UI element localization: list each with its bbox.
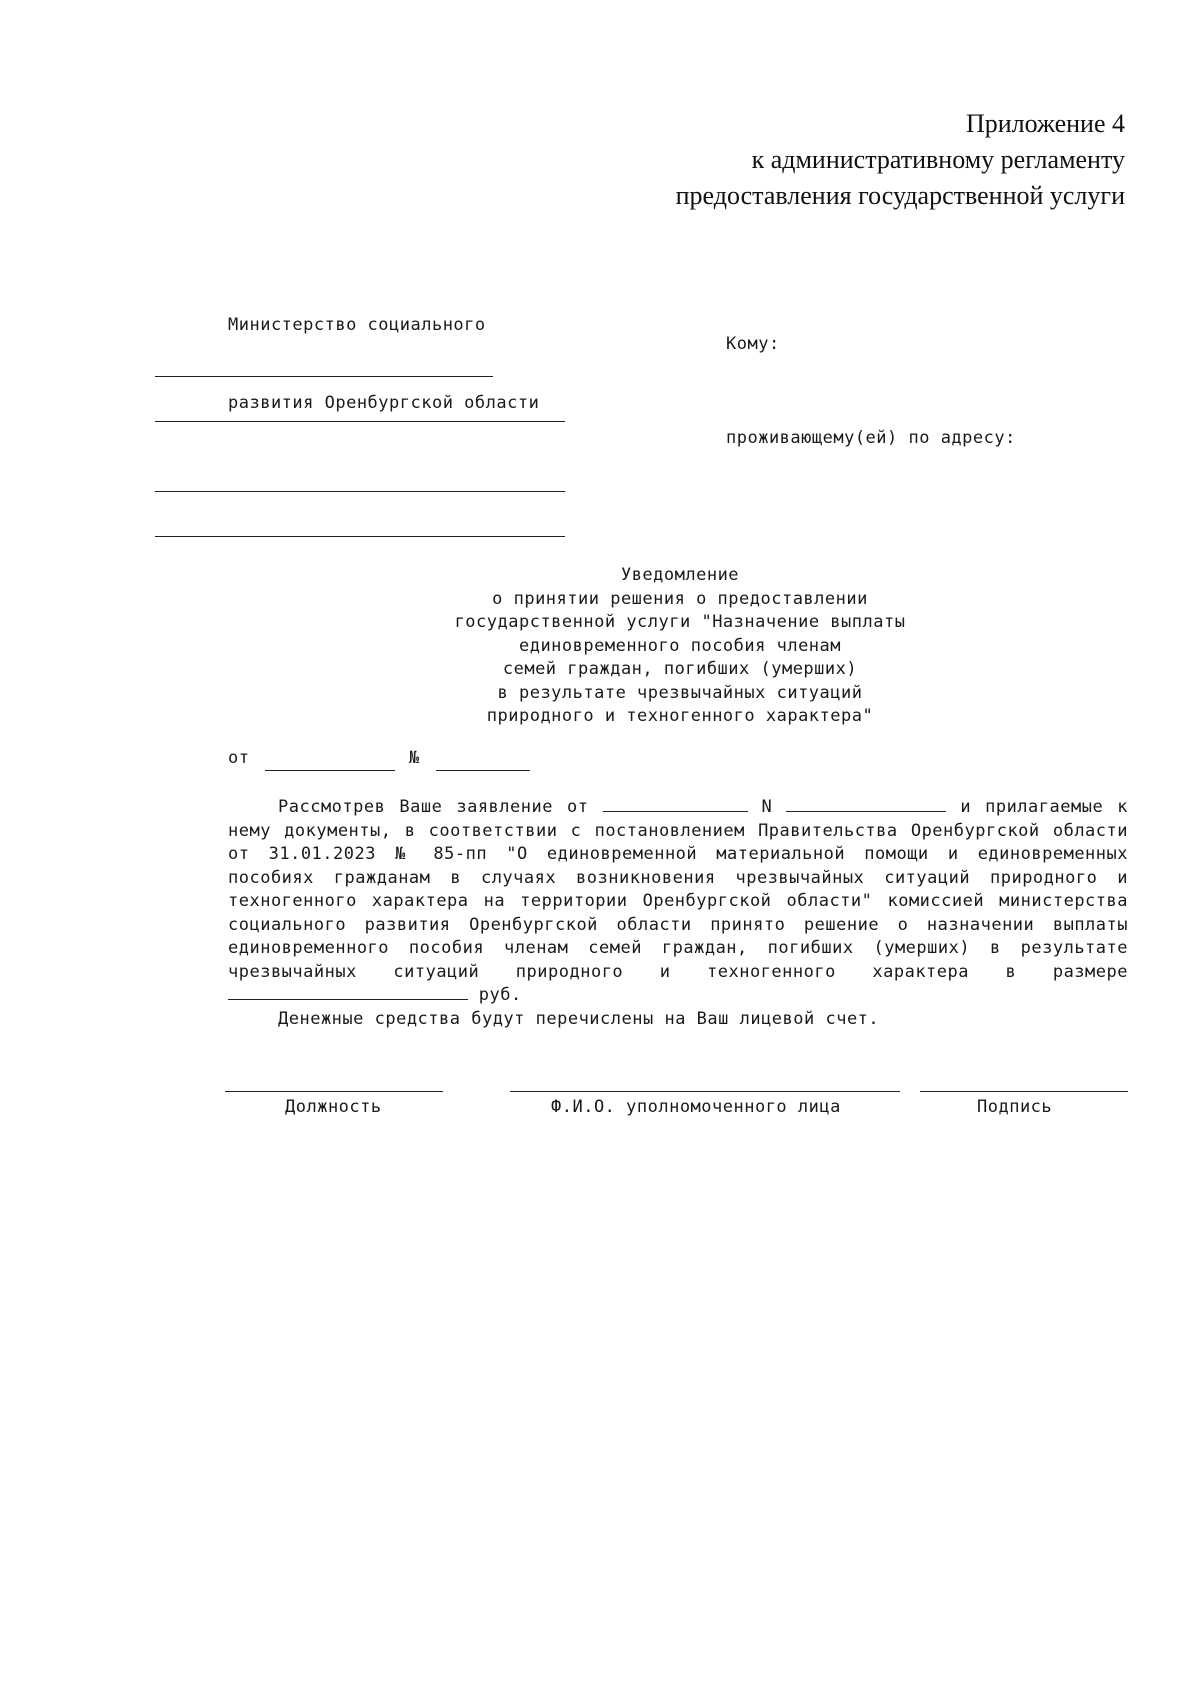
- body-p1-start: Рассмотрев Ваше заявление от: [278, 797, 589, 817]
- body-paragraph-1: [228, 796, 1128, 1008]
- number-label: №: [409, 748, 420, 768]
- notice-line-6: в результате чрезвычайных ситуаций: [497, 682, 863, 703]
- name-label: Ф.И.О. уполномоченного лица: [551, 1097, 841, 1117]
- notice-line-5: семей граждан, погибших (умерших): [502, 659, 858, 679]
- number-blank: [436, 770, 530, 771]
- amount-blank: [228, 985, 468, 1000]
- body-p1-text: и прилагаемые к нему документы, в соответствии с постановлением Правительства Оренбургской области от 31.01.2023 № 85-пп "О единовременной материальной помощи и единовременных пособиях гражданам в случаях возникновения чрезвычайных ситуаций природного и техногенного характера на территории Оренбургской области" комиссией министерства социального развития Оренбургской области принято решение о назначении выплаты единовременного пособия членам семей граждан, погибших (умерших) в результате чрезвычайных ситуаций природного и техногенного характера в размере: [228, 797, 1128, 982]
- sender-line-1: Министерство социального: [228, 315, 486, 335]
- blank-line-1: [155, 376, 493, 377]
- date-from-label: от: [228, 748, 250, 768]
- appendix-subtitle: к административному регламенту: [751, 145, 1125, 174]
- appendix-subtitle-2: предоставления государственной услуги: [675, 181, 1125, 210]
- position-line: [225, 1091, 443, 1092]
- appendix-title: Приложение 4: [965, 109, 1125, 138]
- notice-line-4: единовременного пособия членам: [518, 635, 842, 656]
- appendix-header: [676, 106, 1125, 214]
- body-text: [228, 796, 1128, 1031]
- date-blank: [265, 770, 395, 771]
- signature-line: [920, 1091, 1128, 1092]
- notice-line-2: о принятии решения о предоставлении: [492, 588, 868, 609]
- body-paragraph-2: Денежные средства будут перечислены на Ваш лицевой счет.: [278, 1008, 880, 1029]
- notice-title: [380, 564, 980, 729]
- application-date-blank: [603, 797, 748, 812]
- notice-line-7: природного и техногенного характера": [486, 706, 874, 726]
- blank-line-4: [155, 536, 565, 537]
- recipient-to-label: Кому:: [726, 334, 780, 354]
- blank-line-2: [155, 421, 565, 422]
- blank-line-3: [155, 491, 565, 492]
- position-label: Должность: [285, 1097, 382, 1117]
- sender-line-2: развития Оренбургской области: [228, 393, 540, 413]
- sender-block: [228, 260, 539, 442]
- sign-label: Подпись: [977, 1097, 1053, 1117]
- body-p1-currency: руб.: [478, 985, 522, 1005]
- notice-line-3: государственной услуги "Назначение выплаты: [454, 612, 906, 632]
- recipient-address-label: проживающему(ей) по адресу:: [726, 428, 1016, 448]
- name-line: [510, 1091, 900, 1092]
- body-p1-number: N: [761, 797, 773, 817]
- notice-line-1: Уведомление: [620, 565, 740, 585]
- application-number-blank: [786, 797, 946, 812]
